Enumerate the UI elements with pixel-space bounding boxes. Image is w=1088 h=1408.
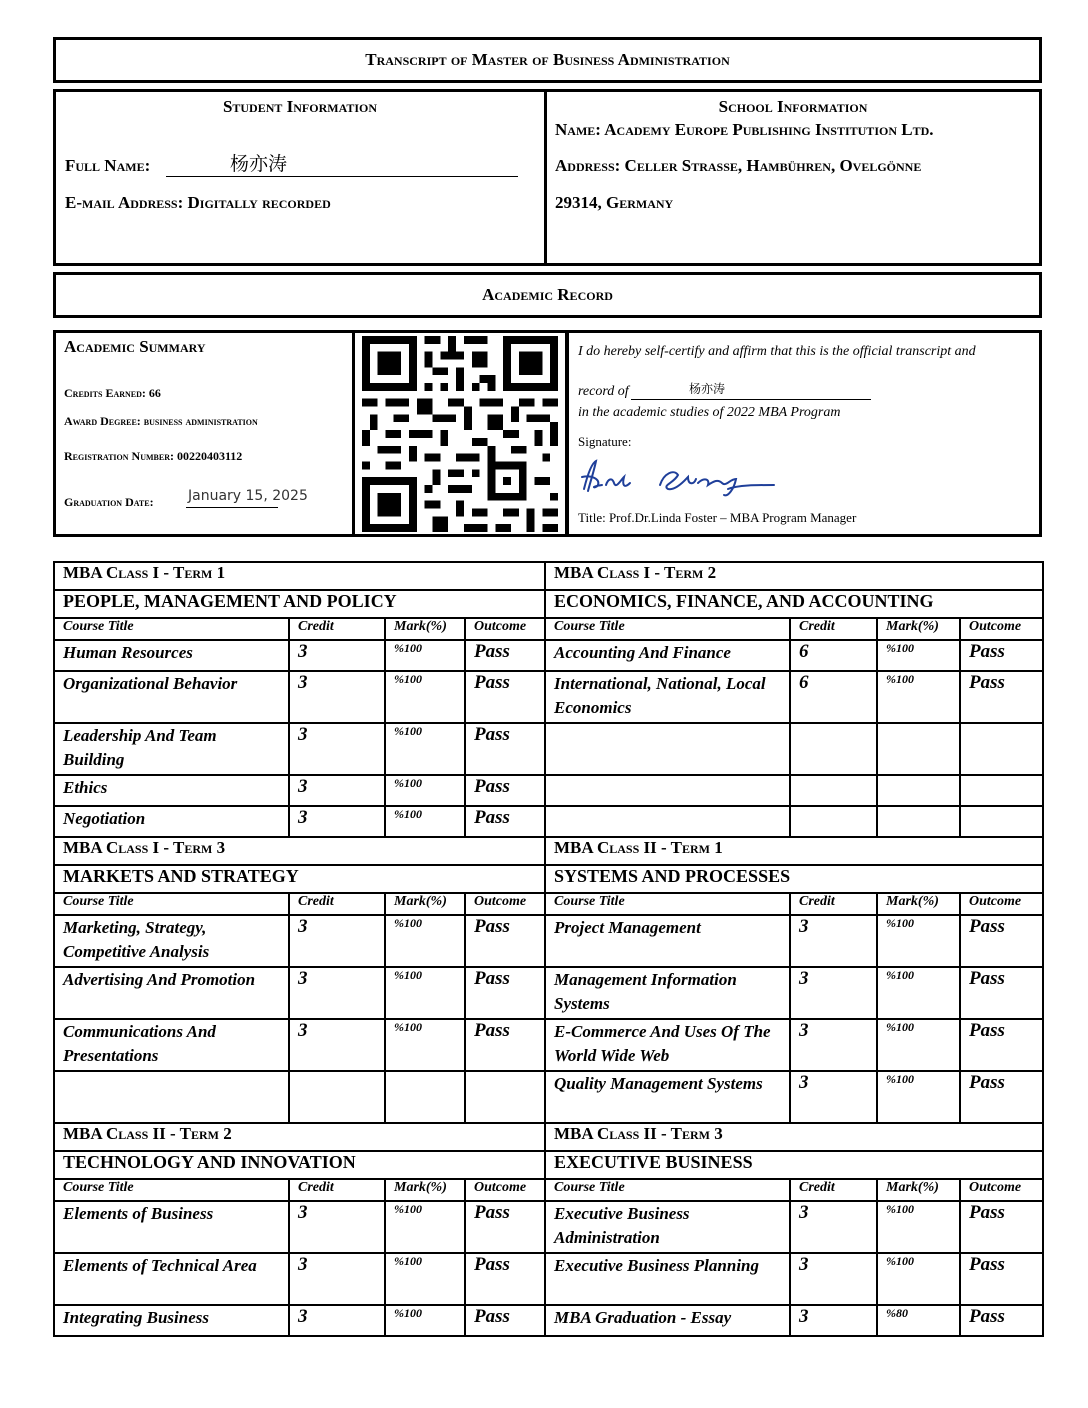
credit-cell: 3 (289, 640, 385, 671)
qr-code-icon (362, 336, 558, 532)
credit-cell: 3 (790, 915, 877, 967)
mark-cell: %100 (385, 1019, 465, 1071)
outcome-cell: Pass (960, 1305, 1043, 1336)
outcome-cell (960, 723, 1043, 775)
mark-cell: %100 (877, 1071, 960, 1123)
credit-column-header: Credit (790, 618, 877, 640)
mark-cell: %100 (385, 967, 465, 1019)
course-title-column-header: Course Title (54, 618, 289, 640)
course-row (54, 1071, 1043, 1123)
signer-title: Title: Prof.Dr.Linda Foster – MBA Program Manager (578, 510, 857, 525)
course-title-column-header: Course Title (54, 1179, 289, 1201)
graduation-date-label: Graduation Date: (64, 495, 154, 509)
outcome-cell: Pass (465, 775, 545, 806)
mark-cell: %80 (877, 1305, 960, 1336)
subject-area-heading: TECHNOLOGY AND INNOVATION (54, 1151, 545, 1179)
credit-cell: 3 (790, 967, 877, 1019)
credit-column-header: Credit (790, 893, 877, 915)
outcome-cell: Pass (960, 671, 1043, 723)
credit-cell: 3 (289, 806, 385, 837)
credit-cell: 6 (790, 640, 877, 671)
outcome-cell: Pass (465, 1305, 545, 1336)
mark-cell: %100 (385, 915, 465, 967)
school-address-line1: Address: Celler Strasse, Hambühren, Ovelgönne (555, 156, 922, 175)
school-address-line2: 29314, Germany (555, 193, 674, 212)
course-title-column-header: Course Title (54, 893, 289, 915)
credit-cell (790, 723, 877, 775)
outcome-cell: Pass (465, 915, 545, 967)
outcome-cell: Pass (960, 1019, 1043, 1071)
term-heading: MBA Class II - Term 2 (54, 1123, 545, 1151)
academic-record-heading: Academic Record (482, 285, 613, 304)
academic-record-banner (53, 272, 1042, 318)
course-title-cell (54, 1071, 289, 1123)
mark-cell: %100 (877, 640, 960, 671)
outcome-cell: Pass (465, 1201, 545, 1253)
mark-cell: %100 (877, 1201, 960, 1253)
mark-cell: %100 (877, 671, 960, 723)
outcome-cell: Pass (960, 967, 1043, 1019)
mark-cell: %100 (877, 1253, 960, 1305)
credit-cell: 3 (289, 723, 385, 775)
course-title-cell: E-Commerce And Uses Of The World Wide Web (545, 1019, 790, 1071)
credit-cell (289, 1071, 385, 1123)
course-title-cell: Negotiation (54, 806, 289, 837)
outcome-cell: Pass (465, 671, 545, 723)
term-heading: MBA Class II - Term 1 (545, 837, 1043, 865)
credit-cell: 3 (790, 1071, 877, 1123)
full-name-value: 杨亦涛 (230, 153, 288, 175)
subject-area-heading: MARKETS AND STRATEGY (54, 865, 545, 893)
credit-cell (790, 775, 877, 806)
course-title-cell: Ethics (54, 775, 289, 806)
term-heading: MBA Class I - Term 2 (545, 562, 1043, 590)
outcome-cell (960, 806, 1043, 837)
credit-cell: 3 (289, 1201, 385, 1253)
student-information-section (53, 89, 547, 266)
credit-cell: 3 (289, 775, 385, 806)
credit-column-header: Credit (289, 893, 385, 915)
course-row (54, 1305, 1043, 1336)
registration-number: Registration Number: 00220403112 (64, 449, 243, 463)
mark-cell: %100 (385, 671, 465, 723)
credit-column-header: Credit (289, 618, 385, 640)
credit-cell: 6 (790, 671, 877, 723)
outcome-cell: Pass (960, 915, 1043, 967)
record-of-name: 杨亦涛 (689, 382, 726, 396)
handwritten-signature (578, 455, 778, 503)
course-title-cell (545, 806, 790, 837)
mark-cell: %100 (385, 1201, 465, 1253)
term-heading: MBA Class I - Term 1 (54, 562, 545, 590)
certification-statement: I do hereby self-certify and affirm that this is the official transcript and (578, 344, 976, 359)
course-row (54, 1253, 1043, 1305)
record-of-underline (631, 399, 871, 400)
outcome-cell: Pass (465, 806, 545, 837)
credit-cell: 3 (289, 967, 385, 1019)
mark-cell: %100 (385, 775, 465, 806)
mark-cell: %100 (877, 967, 960, 1019)
credit-cell: 3 (790, 1019, 877, 1071)
mark-column-header: Mark(%) (385, 618, 465, 640)
mark-column-header: Mark(%) (877, 893, 960, 915)
outcome-column-header: Outcome (465, 618, 545, 640)
graduation-date-value: January 15, 2025 (188, 488, 308, 504)
credit-cell: 3 (289, 1019, 385, 1071)
full-name-label: Full Name: (65, 156, 151, 175)
outcome-cell: Pass (465, 967, 545, 1019)
credit-column-header: Credit (289, 1179, 385, 1201)
school-name: Name: Academy Europe Publishing Institution Ltd. (555, 120, 934, 139)
course-row (54, 1201, 1043, 1253)
outcome-column-header: Outcome (960, 618, 1043, 640)
course-row (54, 967, 1043, 1019)
course-title-cell: International, National, Local Economics (545, 671, 790, 723)
course-row (54, 806, 1043, 837)
mark-column-header: Mark(%) (877, 618, 960, 640)
course-title-cell: Organizational Behavior (54, 671, 289, 723)
student-information-heading: Student Information (222, 97, 378, 116)
subject-area-heading: PEOPLE, MANAGEMENT AND POLICY (54, 590, 545, 618)
signature-label: Signature: (578, 434, 632, 449)
credit-cell: 3 (790, 1201, 877, 1253)
outcome-cell: Pass (465, 1019, 545, 1071)
course-title-cell: MBA Graduation - Essay (545, 1305, 790, 1336)
course-title-column-header: Course Title (545, 618, 790, 640)
mark-column-header: Mark(%) (385, 1179, 465, 1201)
course-title-cell: Integrating Business (54, 1305, 289, 1336)
course-title-cell: Leadership And Team Building (54, 723, 289, 775)
course-row (54, 1019, 1043, 1071)
course-title-column-header: Course Title (545, 893, 790, 915)
credit-cell: 3 (289, 1305, 385, 1336)
subject-area-heading: SYSTEMS AND PROCESSES (545, 865, 1043, 893)
subject-area-heading: EXECUTIVE BUSINESS (545, 1151, 1043, 1179)
course-row (54, 915, 1043, 967)
course-row (54, 723, 1043, 775)
school-information-heading: School Information (718, 97, 868, 116)
course-grid-table (53, 561, 1044, 1337)
course-title-cell: Executive Business Administration (545, 1201, 790, 1253)
qr-code-box (352, 330, 568, 537)
subject-area-heading: ECONOMICS, FINANCE, AND ACCOUNTING (545, 590, 1043, 618)
record-of-label: record of (578, 384, 629, 399)
course-title-cell: Management Information Systems (545, 967, 790, 1019)
transcript-title: Transcript of Master of Business Administration (365, 50, 730, 69)
credit-cell: 3 (289, 1253, 385, 1305)
outcome-column-header: Outcome (960, 1179, 1043, 1201)
outcome-cell: Pass (465, 723, 545, 775)
course-row (54, 671, 1043, 723)
mark-cell (877, 775, 960, 806)
course-title-cell: Marketing, Strategy, Competitive Analysis (54, 915, 289, 967)
school-information-section (544, 89, 1042, 266)
mark-cell (877, 806, 960, 837)
mark-cell (877, 723, 960, 775)
outcome-column-header: Outcome (465, 1179, 545, 1201)
credit-cell (790, 806, 877, 837)
award-degree: Award Degree: business administration (64, 414, 258, 428)
credit-cell: 3 (790, 1305, 877, 1336)
outcome-cell: Pass (960, 1201, 1043, 1253)
course-title-cell: Accounting And Finance (545, 640, 790, 671)
course-title-cell: Project Management (545, 915, 790, 967)
course-title-cell: Advertising And Promotion (54, 967, 289, 1019)
mark-cell: %100 (877, 915, 960, 967)
mark-cell (385, 1071, 465, 1123)
mark-cell: %100 (385, 1253, 465, 1305)
term-heading: MBA Class II - Term 3 (545, 1123, 1043, 1151)
course-title-cell (545, 775, 790, 806)
outcome-column-header: Outcome (960, 893, 1043, 915)
course-title-cell: Quality Management Systems (545, 1071, 790, 1123)
mark-column-header: Mark(%) (385, 893, 465, 915)
credit-column-header: Credit (790, 1179, 877, 1201)
outcome-cell: Pass (960, 640, 1043, 671)
course-title-cell: Human Resources (54, 640, 289, 671)
course-title-cell: Elements of Technical Area (54, 1253, 289, 1305)
graduation-date-underline (186, 507, 278, 508)
course-row (54, 775, 1043, 806)
credit-cell: 3 (289, 671, 385, 723)
outcome-cell (465, 1071, 545, 1123)
program-statement: in the academic studies of 2022 MBA Program (578, 405, 841, 420)
transcript-title-box (53, 37, 1042, 83)
full-name-underline (166, 176, 518, 177)
credit-cell: 3 (289, 915, 385, 967)
mark-cell: %100 (385, 723, 465, 775)
academic-summary-section (53, 330, 355, 537)
outcome-cell (960, 775, 1043, 806)
term-heading: MBA Class I - Term 3 (54, 837, 545, 865)
mark-column-header: Mark(%) (877, 1179, 960, 1201)
outcome-cell: Pass (465, 1253, 545, 1305)
course-title-column-header: Course Title (545, 1179, 790, 1201)
course-title-cell: Elements of Business (54, 1201, 289, 1253)
outcome-cell: Pass (960, 1071, 1043, 1123)
course-title-cell (545, 723, 790, 775)
academic-summary-heading: Academic Summary (64, 337, 206, 356)
certification-section (566, 330, 1042, 537)
mark-cell: %100 (877, 1019, 960, 1071)
outcome-cell: Pass (465, 640, 545, 671)
course-title-cell: Communications And Presentations (54, 1019, 289, 1071)
mark-cell: %100 (385, 640, 465, 671)
mark-cell: %100 (385, 1305, 465, 1336)
mark-cell: %100 (385, 806, 465, 837)
email-address-label: E-mail Address: Digitally recorded (65, 193, 331, 212)
credits-earned: Credits Earned: 66 (64, 386, 161, 400)
credit-cell: 3 (790, 1253, 877, 1305)
outcome-cell: Pass (960, 1253, 1043, 1305)
course-title-cell: Executive Business Planning (545, 1253, 790, 1305)
course-row (54, 640, 1043, 671)
outcome-column-header: Outcome (465, 893, 545, 915)
